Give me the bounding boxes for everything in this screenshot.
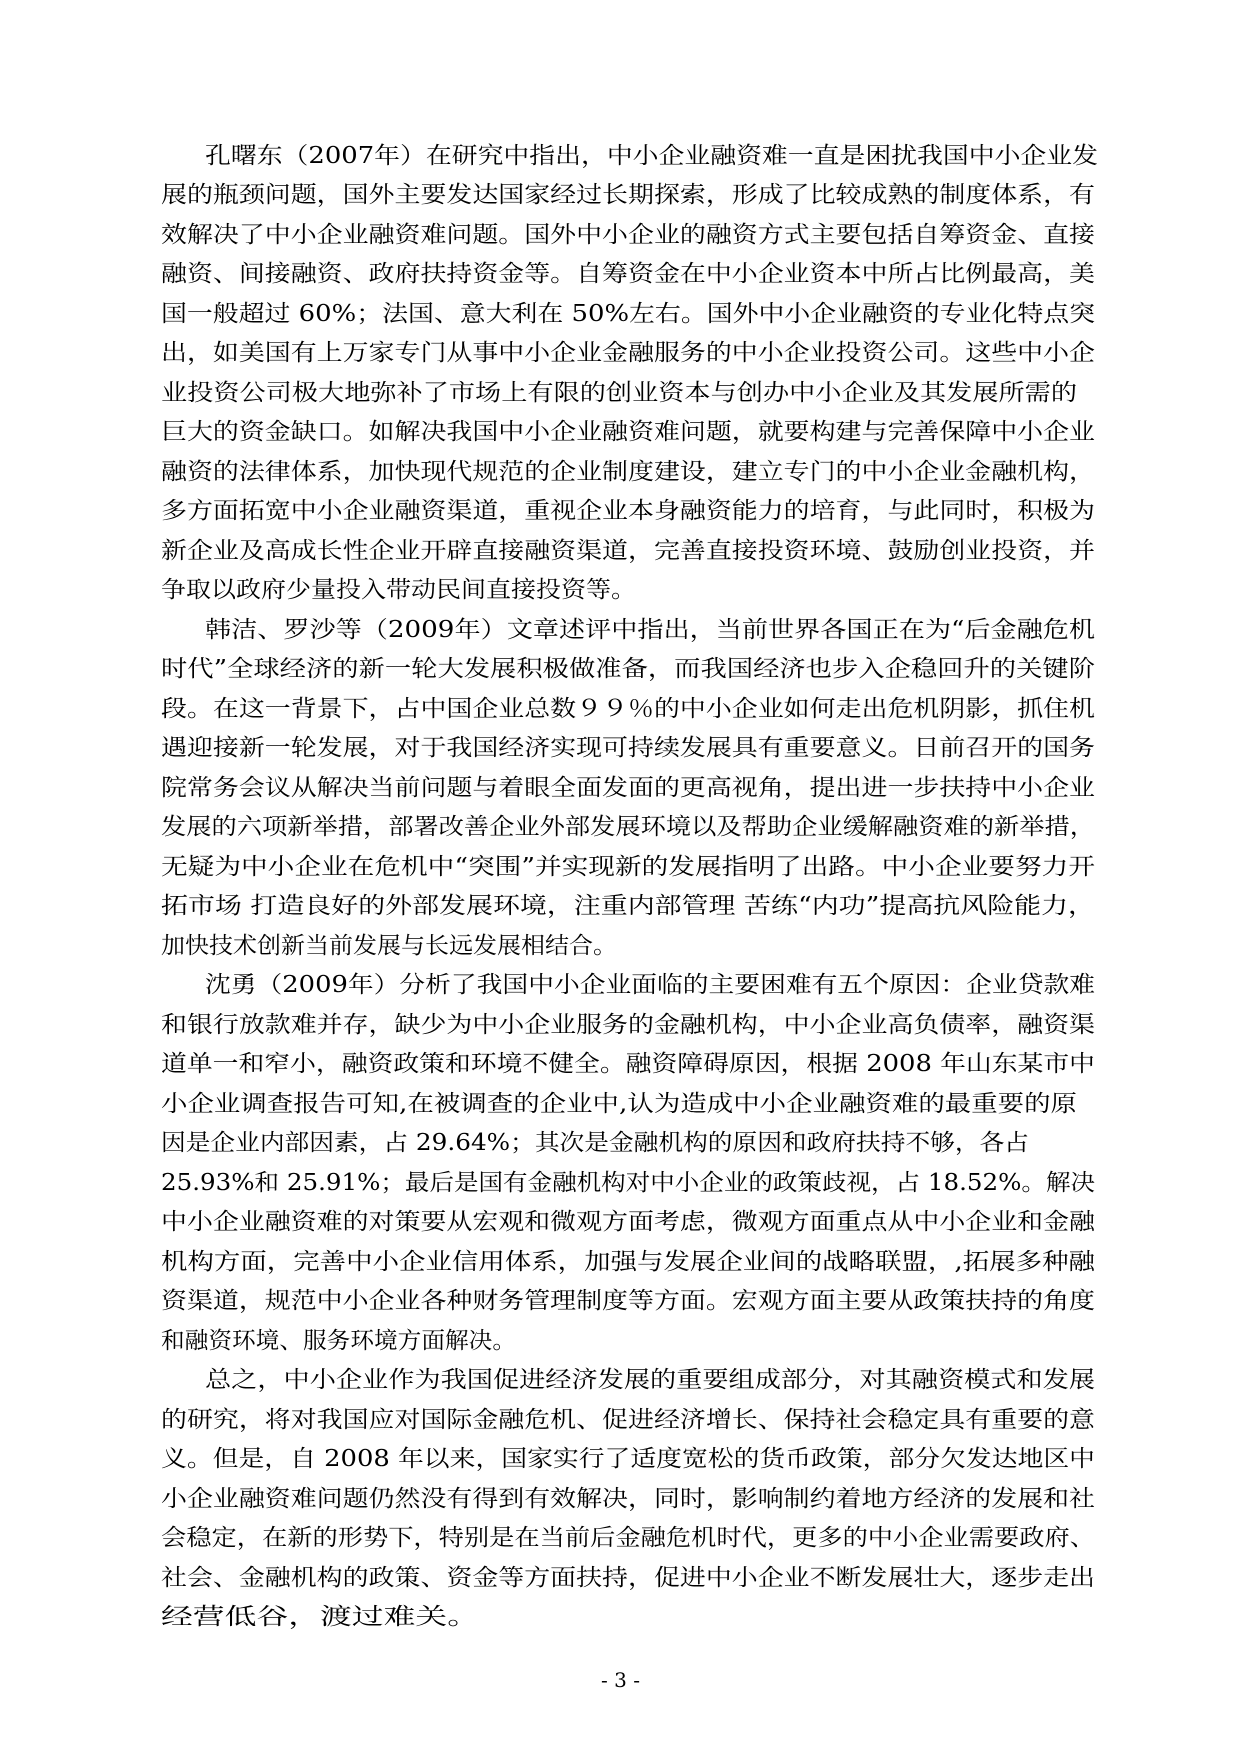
text-line: 多方面拓宽中小企业融资渠道，重视企业本身融资能力的培育，与此同时，积极为 <box>161 498 1095 524</box>
text-line: 段。在这一背景下，占中国企业总数９９％的中小企业如何走出危机阴影，抓住机 <box>161 696 1095 722</box>
text-line: 总之，中小企业作为我国促进经济发展的重要组成部分，对其融资模式和发展 <box>205 1367 1095 1393</box>
text-line: 中小企业融资难的对策要从宏观和微观方面考虑，微观方面重点从中小企业和金融 <box>161 1209 1095 1235</box>
text-line: 和融资环境、服务环境方面解决。 <box>161 1328 516 1354</box>
text-line: 和银行放款难并存，缺少为中小企业服务的金融机构，中小企业高负债率，融资渠 <box>161 1012 1095 1038</box>
text-line: 因是企业内部因素，占 29.64%；其次是金融机构的原因和政府扶持不够，各占 <box>161 1130 1029 1156</box>
text-line: 时代”全球经济的新一轮大发展积极做准备，而我国经济也步入企稳回升的关键阶 <box>161 656 1095 682</box>
text-line: 展的瓶颈问题，国外主要发达国家经过长期探索，形成了比较成熟的制度体系，有 <box>161 182 1095 208</box>
text-line: 发展的六项新举措，部署改善企业外部发展环境以及帮助企业缓解融资难的新举措， <box>161 814 1095 840</box>
text-line: 经营低谷，渡过难关。 <box>161 1604 479 1630</box>
text-line: 的研究，将对我国应对国际金融危机、促进经济增长、保持社会稳定具有重要的意 <box>161 1407 1095 1433</box>
text-line: 会稳定，在新的形势下，特别是在当前后金融危机时代，更多的中小企业需要政府、 <box>161 1525 1095 1551</box>
text-line: 新企业及高成长性企业开辟直接融资渠道，完善直接投资环境、鼓励创业投资，并 <box>161 538 1095 564</box>
text-line: 小企业调查报告可知,在被调查的企业中,认为造成中小企业融资难的最重要的原 <box>161 1091 1077 1117</box>
text-line: 机构方面，完善中小企业信用体系，加强与发展企业间的战略联盟，,拓展多种融 <box>161 1249 1095 1275</box>
text-line: 融资、间接融资、政府扶持资金等。自筹资金在中小企业资本中所占比例最高，美 <box>161 261 1095 287</box>
text-line: 国一般超过 60%；法国、意大利在 50%左右。国外中小企业融资的专业化特点突 <box>161 301 1095 327</box>
text-line: 拓市场 打造良好的外部发展环境，注重内部管理 苦练“内功”提高抗风险能力， <box>161 893 1095 919</box>
text-line: 效解决了中小企业融资难问题。国外中小企业的融资方式主要包括自筹资金、直接 <box>161 222 1095 248</box>
page-number: - 3 - <box>601 1668 640 1692</box>
text-line: 25.93%和 25.91%；最后是国有金融机构对中小企业的政策歧视，占 18.52%。解决 <box>161 1170 1095 1196</box>
text-line: 加快技术创新当前发展与长远发展相结合。 <box>161 933 617 959</box>
text-line: 融资的法律体系，加快现代规范的企业制度建设，建立专门的中小企业金融机构， <box>161 459 1095 485</box>
text-line: 义。但是，自 2008 年以来，国家实行了适度宽松的货币政策，部分欠发达地区中 <box>161 1446 1095 1472</box>
text-line: 小企业融资难问题仍然没有得到有效解决，同时，影响制约着地方经济的发展和社 <box>161 1486 1095 1512</box>
text-line: 沈勇（2009年）分析了我国中小企业面临的主要困难有五个原因：企业贷款难 <box>205 972 1095 998</box>
text-line: 无疑为中小企业在危机中“突围”并实现新的发展指明了出路。中小企业要努力开 <box>161 854 1095 880</box>
text-line: 业投资公司极大地弥补了市场上有限的创业资本与创办中小企业及其发展所需的 <box>161 380 1077 406</box>
text-line: 资渠道，规范中小企业各种财务管理制度等方面。宏观方面主要从政策扶持的角度 <box>161 1288 1095 1314</box>
text-line: 韩洁、罗沙等（2009年）文章述评中指出，当前世界各国正在为“后金融危机 <box>205 617 1095 643</box>
text-line: 出，如美国有上万家专门从事中小企业金融服务的中小企业投资公司。这些中小企 <box>161 340 1095 366</box>
text-line: 孔曙东（2007年）在研究中指出，中小企业融资难一直是困扰我国中小企业发 <box>205 143 1098 169</box>
text-line: 社会、金融机构的政策、资金等方面扶持，促进中小企业不断发展壮大，逐步走出 <box>161 1565 1095 1591</box>
text-line: 巨大的资金缺口。如解决我国中小企业融资难问题，就要构建与完善保障中小企业 <box>161 419 1095 445</box>
text-line: 遇迎接新一轮发展，对于我国经济实现可持续发展具有重要意义。日前召开的国务 <box>161 735 1095 761</box>
text-line: 争取以政府少量投入带动民间直接投资等。 <box>161 577 636 603</box>
text-line: 道单一和窄小，融资政策和环境不健全。融资障碍原因，根据 2008 年山东某市中 <box>161 1051 1095 1077</box>
text-line: 院常务会议从解决当前问题与着眼全面发面的更高视角，提出进一步扶持中小企业 <box>161 775 1095 801</box>
